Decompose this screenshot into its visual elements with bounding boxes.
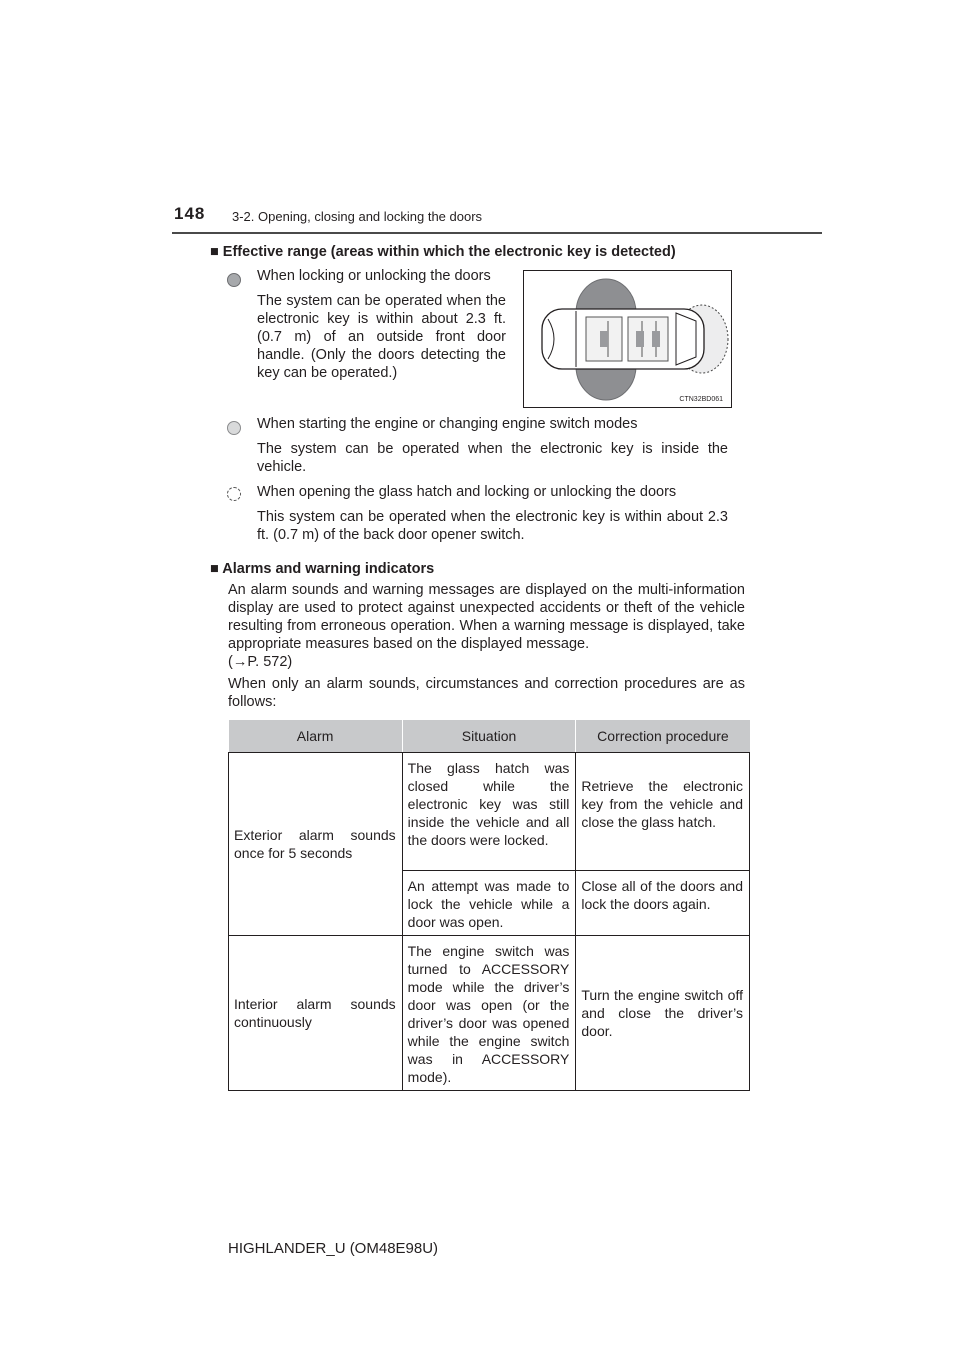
item-locking-title: When locking or unlocking the doors xyxy=(257,268,491,284)
correction-cell: Close all of the doors and lock the doors again. xyxy=(576,871,750,936)
header-alarm: Alarm xyxy=(229,720,403,753)
page-reference: (→P. 572) xyxy=(228,654,293,670)
alarms-heading-text: Alarms and warning indicators xyxy=(222,561,435,577)
item-locking-body: The system can be operated when the electronic key is within about 2.3 ft. (0.7 m) of an outside front door handle. (Only the doors detecting the key can be operated.) xyxy=(257,293,506,381)
header-correction: Correction procedure xyxy=(576,720,750,753)
alarms-paragraph-2: When only an alarm sounds, circumstances and correction procedures are as follows: xyxy=(228,676,745,710)
vehicle-range-figure xyxy=(523,270,732,408)
square-bullet-icon: ■ xyxy=(210,244,219,260)
gray-circle-icon xyxy=(227,273,241,287)
table-row xyxy=(229,753,750,871)
page-number: 148 xyxy=(174,204,206,223)
table-row xyxy=(229,936,750,1091)
effective-range-heading-text: Effective range (areas within which the electronic key is detected) xyxy=(222,244,676,260)
situation-cell: The engine switch was turned to ACCESSORY mode while the driver’s door was open (or the driver’s door was opened while the engine switch was in ACCESSORY mode). xyxy=(402,936,576,1091)
figure-code: CTN32BD061 xyxy=(679,396,723,403)
footer-model: HIGHLANDER_U (OM48E98U) xyxy=(228,1240,439,1257)
header-rule xyxy=(172,232,822,234)
header-situation: Situation xyxy=(402,720,576,753)
item-glass-hatch-title: When opening the glass hatch and locking or unlocking the doors xyxy=(257,484,677,500)
dotted-circle-icon xyxy=(227,487,241,501)
alarm-cell: Exterior alarm sounds once for 5 seconds xyxy=(229,753,403,936)
item-glass-hatch-body: This system can be operated when the electronic key is within about 2.3 ft. (0.7 m) of the back door opener switch. xyxy=(257,509,728,543)
light-gray-circle-icon xyxy=(227,421,241,435)
effective-range-heading xyxy=(210,244,676,260)
correction-cell: Retrieve the electronic key from the vehicle and close the glass hatch. xyxy=(576,753,750,871)
section-title: 3-2. Opening, closing and locking the doors xyxy=(232,209,483,224)
alarms-heading xyxy=(210,561,434,577)
situation-cell: An attempt was made to lock the vehicle while a door was open. xyxy=(402,871,576,936)
alarm-table xyxy=(228,720,750,1091)
alarm-cell: Interior alarm sounds continuously xyxy=(229,936,403,1091)
vehicle-top-view-icon xyxy=(524,271,731,407)
alarms-paragraph-text: An alarm sounds and warning messages are displayed on the multi-information display are used to protect against unexpected accidents or theft of the vehicle resulting from erroneous operation. When a warning message is displayed, take appropriate measures based on the displayed message. xyxy=(228,582,745,652)
item-starting-title: When starting the engine or changing engine switch modes xyxy=(257,416,638,432)
square-bullet-icon: ■ xyxy=(210,561,219,577)
item-starting-body: The system can be operated when the electronic key is inside the vehicle. xyxy=(257,441,728,475)
alarms-paragraph xyxy=(228,581,745,671)
correction-cell: Turn the engine switch off and close the driver’s door. xyxy=(576,936,750,1091)
table-header-row xyxy=(229,720,750,753)
situation-cell: The glass hatch was closed while the electronic key was still inside the vehicle and all the doors were locked. xyxy=(402,753,576,871)
